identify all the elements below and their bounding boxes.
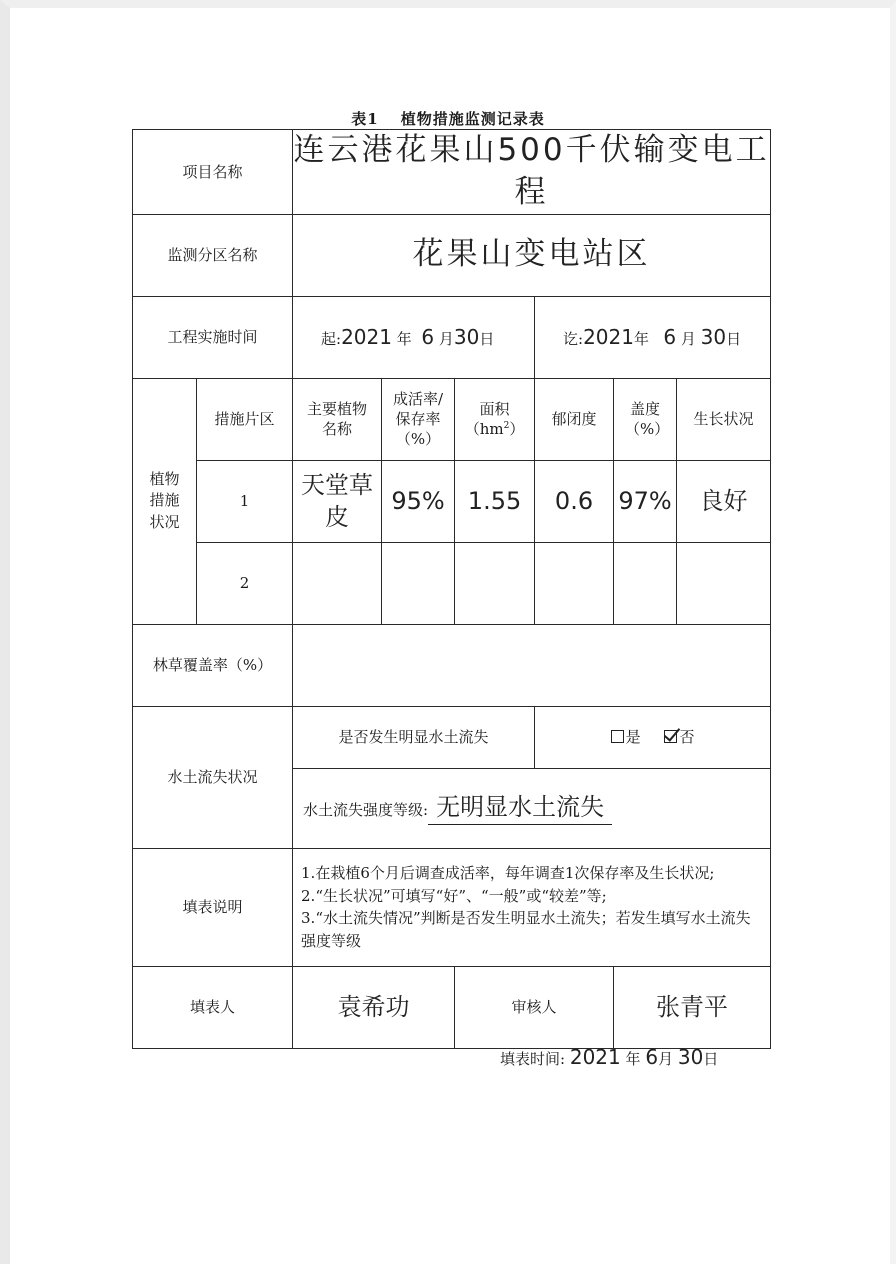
row1-coverage: 97%: [614, 460, 677, 542]
plant-group-label: 植物措施状况: [133, 378, 197, 624]
zone-row: [133, 214, 771, 296]
plant-header-row: [133, 378, 771, 460]
monitoring-record-table: [132, 129, 771, 1049]
header-area-size: 面积 $(hm^2)$: [455, 378, 535, 460]
no-label: 否: [679, 728, 695, 747]
row2-coverage: [614, 542, 677, 624]
erosion-options: [535, 706, 771, 768]
yes-checkbox[interactable]: [611, 730, 624, 743]
time-row: [133, 296, 771, 378]
zone-label: 监测分区名称: [133, 214, 293, 296]
row1-growth: 良好: [677, 460, 771, 542]
note-line-2: 2.“生长状况”可填写“好”、“一般”或“较差”等;: [301, 886, 607, 905]
row2-growth: [677, 542, 771, 624]
zone-name: 花果山变电站区: [293, 214, 771, 296]
project-name: 连云港花果山500千伏输变电工程: [293, 130, 771, 215]
notes-label: 填表说明: [133, 848, 293, 966]
header-coverage: 盖度（%）: [614, 378, 677, 460]
header-canopy: 郁闭度: [535, 378, 614, 460]
header-growth: 生长状况: [677, 378, 771, 460]
erosion-question: 是否发生明显水土流失: [293, 706, 535, 768]
notes-row: [133, 848, 771, 966]
reviewer-label: 审核人: [455, 966, 614, 1048]
plant-row-1: [133, 460, 771, 542]
signature-row: [133, 966, 771, 1048]
table-title-text: 植物措施监测记录表: [400, 110, 545, 128]
table-title: [0, 108, 896, 129]
plant-row-2: [133, 542, 771, 624]
forest-label: 林草覆盖率（%）: [133, 624, 293, 706]
erosion-intensity: 水土流失强度等级: 无明显水土流失: [293, 768, 771, 848]
project-row: [133, 130, 771, 215]
row1-id: 1: [197, 460, 293, 542]
filler-label: 填表人: [133, 966, 293, 1048]
note-line-3: 3.“水土流失情况”判断是否发生明显水土流失；若发生填写水土流失强度等级: [301, 909, 751, 950]
start-date: 起:2021 年 6 月30日: [293, 296, 535, 378]
forest-row: [133, 624, 771, 706]
reviewer-signature: 张青平: [614, 966, 771, 1048]
row2-survival: [382, 542, 455, 624]
header-survival: 成活率/保存率（%）: [382, 378, 455, 460]
row1-area: 1.55: [455, 460, 535, 542]
no-checkbox[interactable]: [664, 730, 677, 743]
table-number: 表1: [351, 110, 379, 128]
yes-label: 是: [625, 728, 641, 747]
row2-id: 2: [197, 542, 293, 624]
end-date: 讫:2021年 6 月 30日: [535, 296, 771, 378]
row1-canopy: 0.6: [535, 460, 614, 542]
row1-species: 天堂草皮: [293, 460, 382, 542]
row2-species: [293, 542, 382, 624]
project-label: 项目名称: [133, 130, 293, 215]
row1-survival: 95%: [382, 460, 455, 542]
intensity-value: 无明显水土流失: [428, 791, 612, 824]
header-area: 措施片区: [197, 378, 293, 460]
row2-area: [455, 542, 535, 624]
row2-canopy: [535, 542, 614, 624]
notes-content: [293, 848, 771, 966]
time-label: 工程实施时间: [133, 296, 293, 378]
header-species: 主要植物名称: [293, 378, 382, 460]
forest-value: [293, 624, 771, 706]
fill-time: 填表时间: 2021 年 6月 30日: [500, 1045, 719, 1069]
filler-signature: 袁希功: [293, 966, 455, 1048]
note-line-1: 1.在栽植6个月后调查成活率，每年调查1次保存率及生长状况;: [301, 864, 715, 883]
erosion-row-1: [133, 706, 771, 768]
erosion-label: 水土流失状况: [133, 706, 293, 848]
